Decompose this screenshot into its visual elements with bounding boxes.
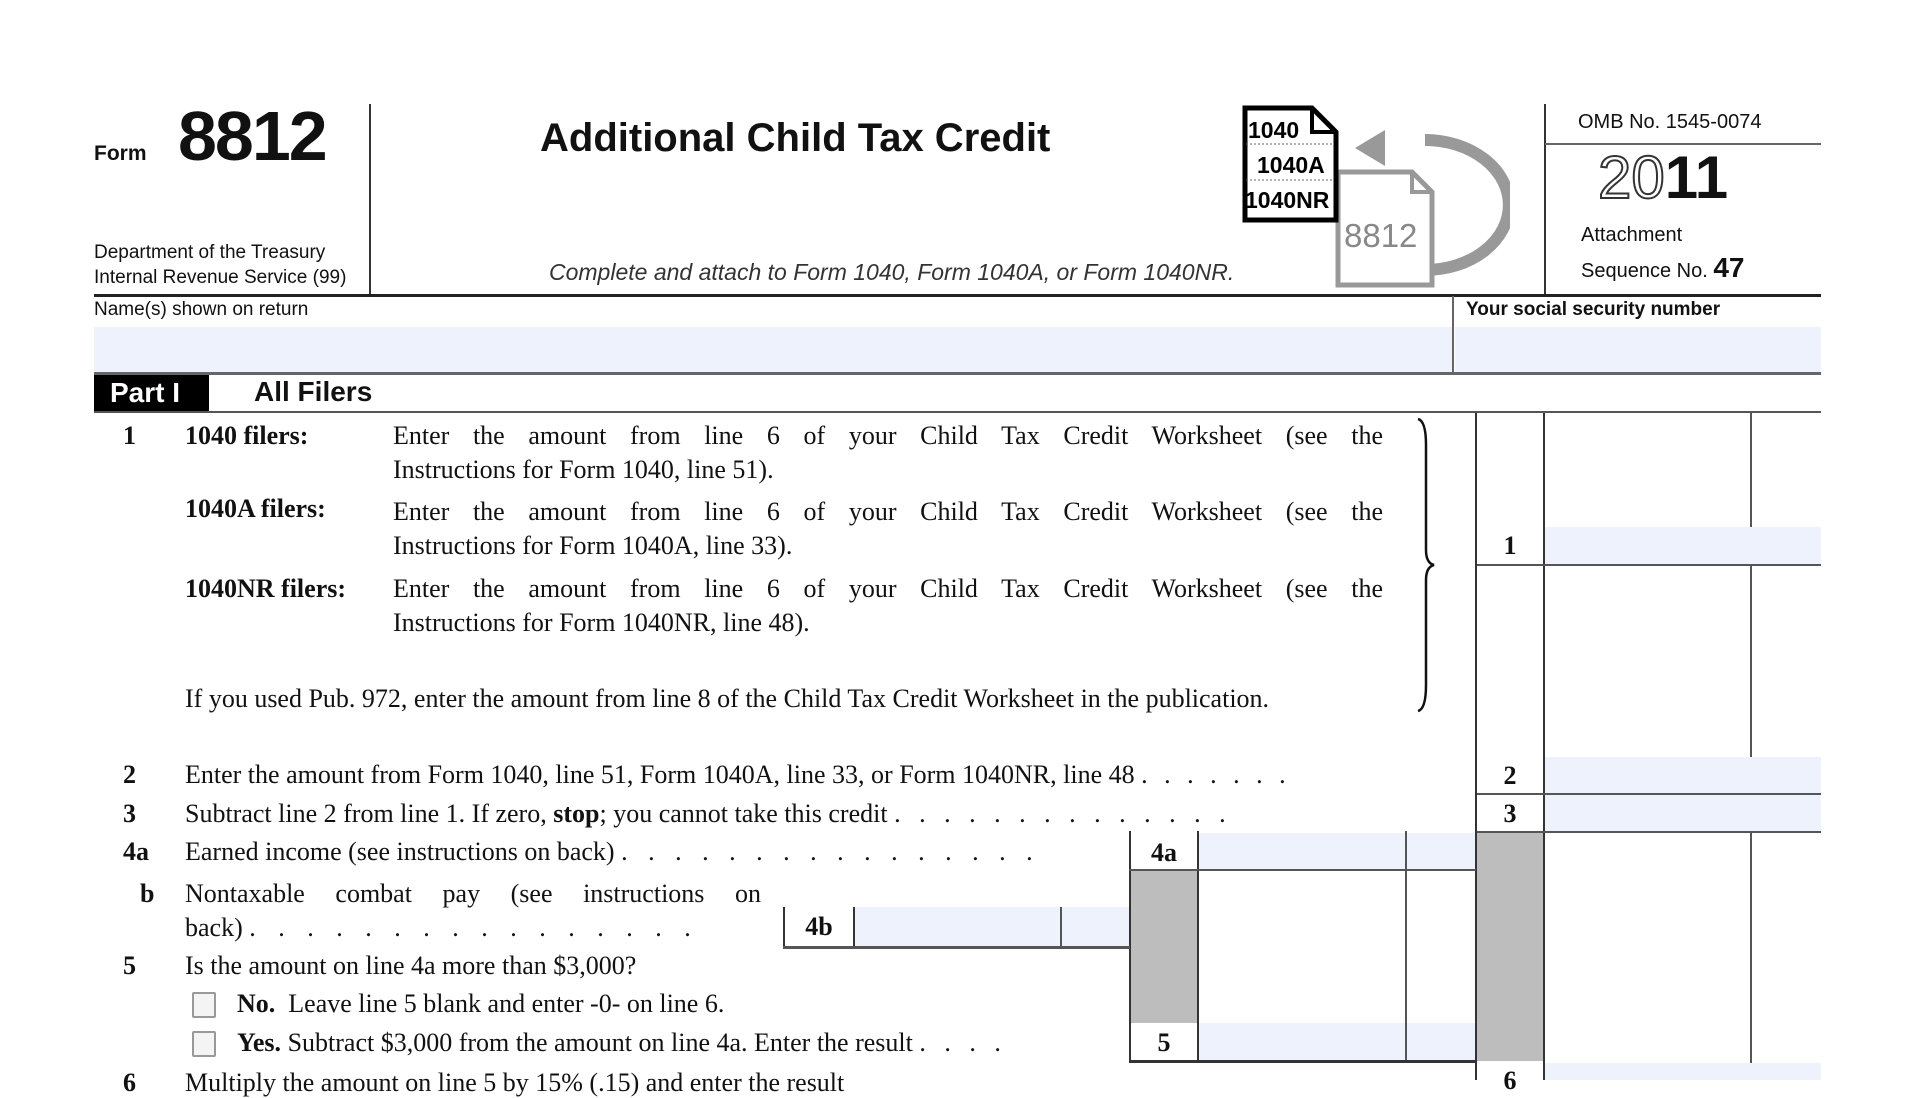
line-1-1040-text-2: Instructions for Form 1040, line 51). <box>393 455 774 484</box>
names-label: Name(s) shown on return <box>94 299 309 320</box>
dept-line-2: Internal Revenue Service (99) <box>94 267 347 288</box>
part-badge: Part I <box>94 375 209 412</box>
line-2-input[interactable] <box>1545 757 1821 794</box>
line-4b-input[interactable] <box>855 907 1129 946</box>
year-bold: 11 <box>1664 144 1729 211</box>
line-5-input[interactable] <box>1199 1023 1475 1060</box>
line-3-box-label: 3 <box>1503 799 1517 828</box>
ssn-input[interactable] <box>1455 327 1821 372</box>
attachment-label: Attachment <box>1581 224 1683 246</box>
line-4a-label: Earned income (see instructions on back) <box>185 837 615 866</box>
divider <box>1477 564 1821 566</box>
line-1-input[interactable] <box>1545 527 1821 564</box>
brace-icon <box>1414 415 1438 715</box>
column-line <box>1543 413 1545 1080</box>
logo-1040a: 1040A <box>1257 152 1325 178</box>
leader-dots: . . . . <box>919 1028 1007 1057</box>
dept-line-1: Department of the Treasury <box>94 242 326 263</box>
form-subtitle: Complete and attach to Form 1040, Form 1040A, or Form 1040NR. <box>549 259 1235 285</box>
line-4b-text: Nontaxable combat pay (see instructions on <box>185 879 761 908</box>
sequence-label: Sequence No. <box>1581 260 1708 282</box>
line-1-1040-text: Enter the amount from line 6 of your Child Tax Credit Worksheet (see the <box>393 421 1383 450</box>
part-title: All Filers <box>254 376 373 407</box>
line-3-label-2: ; you cannot take this credit <box>599 799 888 828</box>
arrow-head-icon <box>1355 130 1385 166</box>
line-3-input[interactable] <box>1545 795 1821 831</box>
year-outline: 20 <box>1598 144 1665 211</box>
line-4b-label: back) <box>185 913 243 942</box>
leader-dots: . . . . . . . <box>1141 760 1291 789</box>
divider <box>1129 1060 1476 1063</box>
form-label: Form <box>94 142 147 165</box>
divider <box>369 104 371 296</box>
line-6-text: Multiply the amount on line 5 by 15% (.15) and enter the result <box>185 1068 845 1097</box>
box-line <box>853 907 855 948</box>
omb-number: OMB No. 1545-0074 <box>1578 111 1762 133</box>
line-3-text <box>185 799 1232 829</box>
line-1-number: 1 <box>123 421 136 450</box>
sequence-number <box>1581 252 1744 284</box>
line-4a-text <box>185 837 1040 867</box>
divider <box>94 411 1821 413</box>
divider <box>1544 104 1546 296</box>
no-label: No. <box>237 989 276 1018</box>
logo-1040: 1040 <box>1248 117 1300 143</box>
stop-word: stop <box>553 799 600 828</box>
no-checkbox[interactable] <box>192 992 216 1018</box>
logo-1040nr: 1040NR <box>1245 187 1330 213</box>
line-1-box-label: 1 <box>1503 531 1517 560</box>
line-5-question: Is the amount on line 4a more than $3,000? <box>185 951 637 980</box>
line-1-1040nr-text-2: Instructions for Form 1040NR, line 48). <box>393 608 810 637</box>
line-2-number: 2 <box>123 760 136 789</box>
line-3-number: 3 <box>123 799 136 828</box>
ssn-label: Your social security number <box>1466 299 1721 320</box>
line-2-label: Enter the amount from Form 1040, line 51, Form 1040A, line 33, or Form 1040NR, line 48 <box>185 760 1135 789</box>
sequence-value: 47 <box>1713 252 1745 283</box>
leader-dots: . . . . . . . . . . . . . . <box>894 799 1232 828</box>
line-4a-box-label: 4a <box>1151 838 1177 867</box>
line-6-number: 6 <box>123 1068 136 1097</box>
column-line <box>1750 413 1752 1080</box>
line-2-box-label: 2 <box>1503 761 1517 790</box>
line-1-1040a-label: 1040A filers: <box>185 494 326 523</box>
box-line <box>1405 1023 1407 1061</box>
line-5-box-label: 5 <box>1157 1028 1171 1057</box>
line-5-yes <box>237 1028 1007 1058</box>
line-6-box-label: 6 <box>1503 1066 1517 1095</box>
divider <box>94 372 1821 375</box>
leader-dots: . . . . . . . . . . . . . . . . <box>621 837 1040 866</box>
line-4b-box-label: 4b <box>805 912 833 941</box>
header-rule <box>94 294 1821 297</box>
logo-8812: 8812 <box>1344 217 1418 254</box>
line-4b-text-2 <box>185 913 699 943</box>
line-6-input[interactable] <box>1545 1063 1821 1080</box>
yes-text: Subtract $3,000 from the amount on line 4a. Enter the result <box>287 1028 913 1057</box>
form-title: Additional Child Tax Credit <box>540 116 1051 160</box>
shaded-cell <box>1477 833 1543 1061</box>
line-4a-number: 4a <box>123 837 149 866</box>
no-text: Leave line 5 blank and enter -0- on line 6. <box>288 989 725 1018</box>
tax-year <box>1598 146 1728 210</box>
box-line <box>1060 907 1062 948</box>
divider <box>783 946 1130 949</box>
line-1-1040nr-label: 1040NR filers: <box>185 574 347 603</box>
line-5-number: 5 <box>123 951 136 980</box>
names-input[interactable] <box>94 327 1452 372</box>
line-4a-input[interactable] <box>1199 833 1475 869</box>
divider <box>1452 296 1454 374</box>
line-4b-number: b <box>140 879 155 908</box>
yes-checkbox[interactable] <box>192 1031 216 1057</box>
line-1-1040a-text-2: Instructions for Form 1040A, line 33). <box>393 531 793 560</box>
return-arrow-icon <box>1425 140 1509 270</box>
line-1-1040nr-text: Enter the amount from line 6 of your Child Tax Credit Worksheet (see the <box>393 574 1383 603</box>
shaded-cell <box>1131 871 1197 1023</box>
line-1-1040-label: 1040 filers: <box>185 421 309 450</box>
line-1-1040a-text: Enter the amount from line 6 of your Child Tax Credit Worksheet (see the <box>393 497 1383 526</box>
line-3-label: Subtract line 2 from line 1. If zero, <box>185 799 554 828</box>
line-1-pub972-text: If you used Pub. 972, enter the amount from line 8 of the Child Tax Credit Worksheet in the publication. <box>185 684 1270 713</box>
leader-dots: . . . . . . . . . . . . . . . . <box>249 913 699 942</box>
form-number: 8812 <box>178 97 326 175</box>
line-5-no <box>237 989 724 1019</box>
yes-label: Yes. <box>237 1028 282 1057</box>
attach-forms-logo <box>1240 100 1510 295</box>
line-2-text <box>185 760 1291 790</box>
